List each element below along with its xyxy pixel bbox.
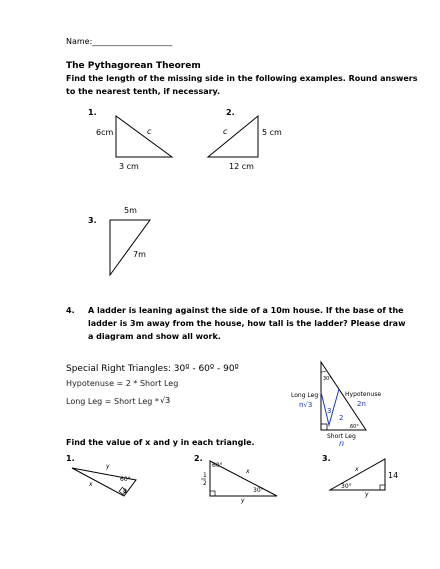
tri1-number: 1. [66,454,75,463]
find-xy-heading: Find the value of x and y in each triangle. [66,438,255,447]
tri3-side: 14 [388,471,399,480]
ref-num3: 3 [327,407,332,415]
problem2-triangle [208,116,258,157]
tri1-x: x [89,481,93,488]
xy-triangle-3 [330,459,385,490]
tri1-angle: 60° [120,476,131,483]
ref-hypotenuse: Hypotenuse [345,391,382,398]
ref-n-root3: n√3 [299,401,313,409]
tri1-y: y [106,463,110,470]
problem4-line2: ladder is 3m away from the house, how tall is the ladder? Please draw [88,319,406,328]
tri2-y: y [241,497,245,504]
tri2-angle-top: 60° [212,462,223,469]
problem2-bottom: 12 cm [229,162,254,171]
tri3-angle: 30° [341,483,352,490]
tri1-side: 8 [123,488,127,495]
problem4-line1: A ladder is leaning against the side of a 10m house. If the base of the [88,306,404,315]
special-heading: Special Right Triangles: 30º - 60º - 90º [66,364,239,374]
tri2-number: 2. [194,454,203,463]
ref-long-leg: Long Leg [291,392,319,399]
name-label: Name:____________________ [66,37,173,46]
page-title: The Pythagorean Theorem [66,61,201,71]
problem4-line3: a diagram and show all work. [88,332,221,341]
problem3-top: 5m [124,206,137,215]
ref-two-n: 2n [357,400,366,408]
problem2-hyp: c [223,127,228,136]
problem1-bottom: 3 cm [119,162,139,171]
problem1-hyp: c [147,127,152,136]
long-leg-root: √3 [160,396,171,405]
problem3-triangle [110,220,150,275]
problem2-number: 2. [226,108,235,117]
tri3-y: y [365,491,369,498]
tri2-angle-bottom: 30° [253,487,264,494]
problem3-number: 3. [88,216,97,225]
hyp-rule: Hypotenuse = 2 * Short Leg [66,379,179,388]
long-leg-rule: Long Leg = Short Leg * [66,397,159,406]
tri2-x: x [246,468,250,475]
problem1-triangle [116,116,172,157]
problem1-left-side: 6cm [96,128,114,137]
instructions-line2: to the nearest tenth, if necessary. [66,87,221,96]
tri2-frac-den: 2 [203,480,207,487]
problem4-number: 4. [66,306,75,315]
ref-angle-top: 30° [323,376,332,382]
ref-n: n [339,439,345,448]
instructions-line1: Find the length of the missing side in the following examples. Round answers [66,74,418,83]
problem2-right-side: 5 cm [262,128,282,137]
problem1-number: 1. [88,108,97,117]
problem3-hyp: 7m [133,250,146,259]
ref-angle-bottom: 60° [350,424,359,430]
tri3-x: x [355,466,359,473]
ref-num2: 2 [339,414,344,422]
ref-short-leg: Short Leg [327,433,356,440]
tri3-number: 3. [322,454,331,463]
tri2-frac-num: 1 [203,472,207,479]
